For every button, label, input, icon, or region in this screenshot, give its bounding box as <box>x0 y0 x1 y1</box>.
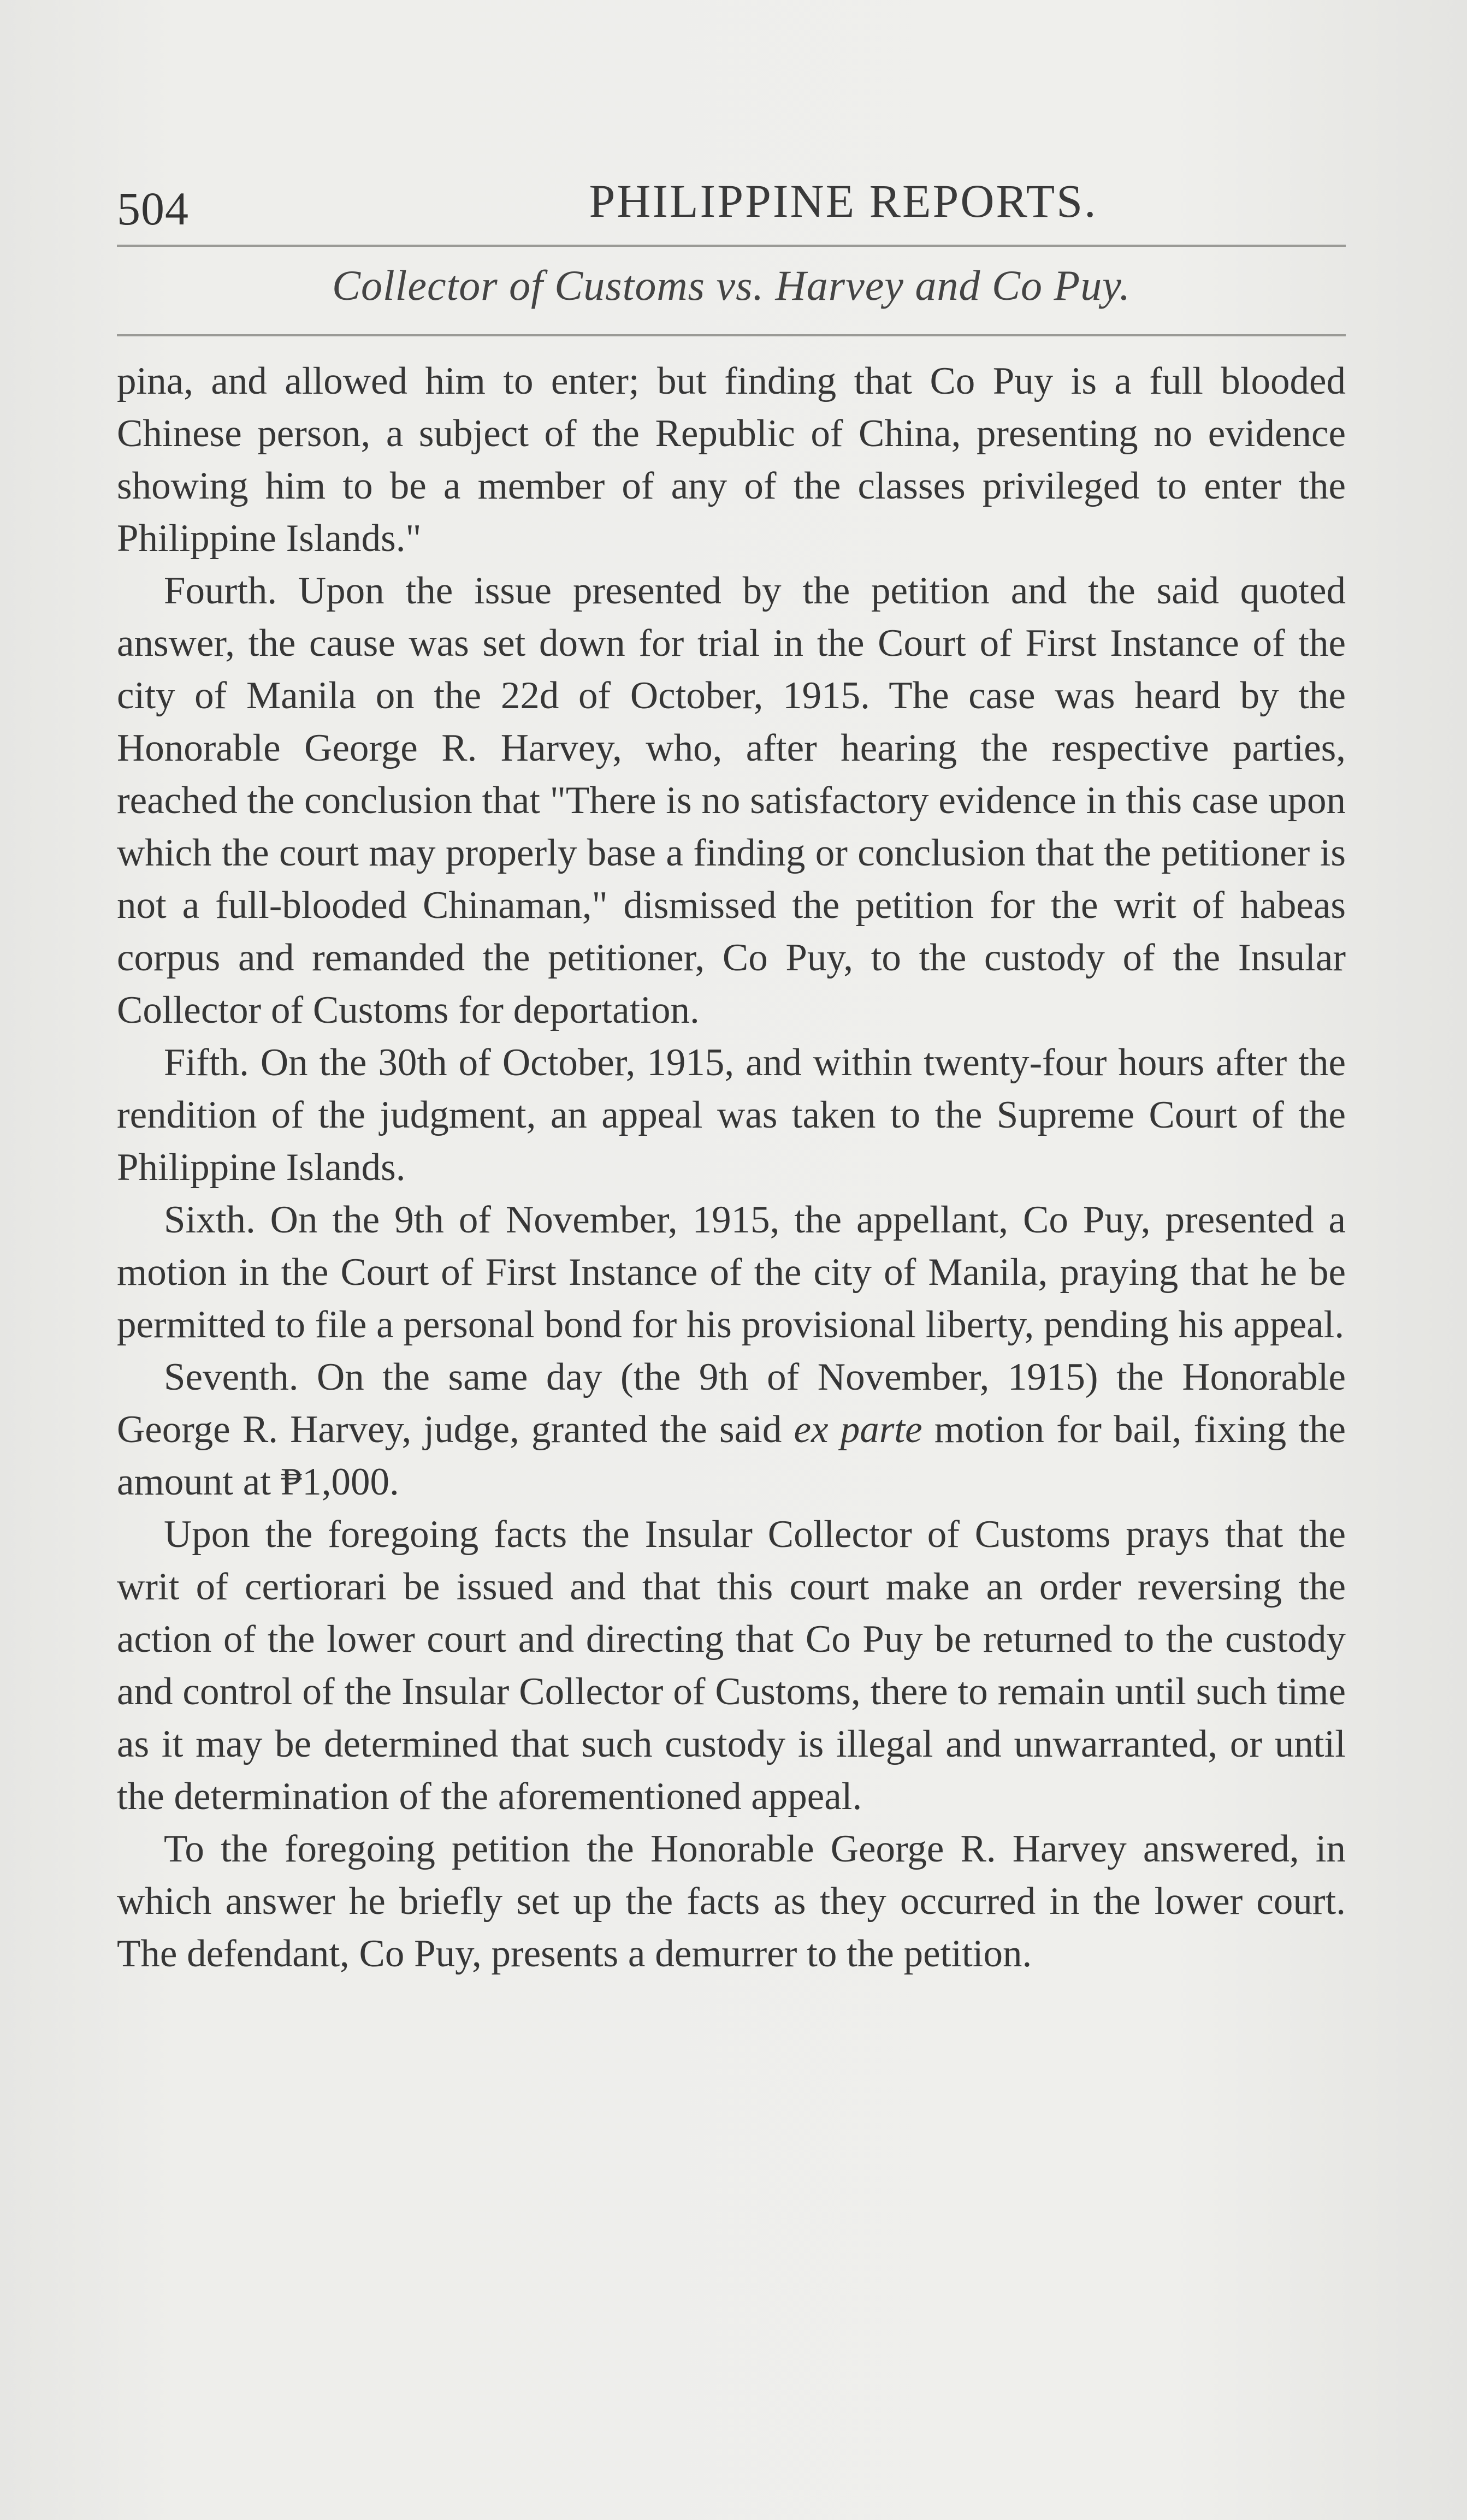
case-caption: Collector of Customs vs. Harvey and Co Puy. <box>332 262 1131 309</box>
paragraph-prayer: Upon the foregoing facts the Insular Collector of Customs prays that the writ of certiorari be issued and that this court make an order reversing the action of the lower court and directing that Co Puy be returned to the custody and control of the Insular Collector of Customs, there to remain until such time as it may be determined that such custody is illegal and unwarranted, or until the determination of the aforementioned appeal. <box>117 1513 1346 1818</box>
seventh-text-after: motion for bail, fixing the amount at ₱1,000. <box>117 1408 1346 1503</box>
paragraph-fourth: Fourth. Upon the issue presented by the petition and the said quoted answer, the cause was set down for trial in the Court of First Instance of the city of Manila on the 22d of October, 1915. The case was heard by the Honorable George R. Harvey, who, after hearing the respective parties, reached the conclusion that "There is no satisfactory evidence in this case upon which the court may properly base a finding or conclusion that the petitioner is not a full-blooded Chinaman," dismissed the petition for the writ of habeas corpus and remanded the petitioner, Co Puy, to the custody of the Insular Collector of Customs for deportation. <box>117 570 1346 1031</box>
paragraph-fifth: Fifth. On the 30th of October, 1915, and within twenty-four hours after the rendition of the judgment, an appeal was taken to the Supreme Court of the Philippine Islands. <box>117 1041 1346 1189</box>
seventh-text-before: Seventh. On the same day (the 9th of November, 1915) the Honorable George R. Harvey, judge, granted the said <box>117 1356 1346 1451</box>
header-rule-bottom <box>117 334 1346 336</box>
paragraph-seventh <box>117 1351 1346 1508</box>
body-text <box>117 355 1346 1980</box>
page-header <box>117 174 1346 239</box>
page-number: 504 <box>117 182 189 235</box>
paragraph-sixth: Sixth. On the 9th of November, 1915, the appellant, Co Puy, presented a motion in the Court of First Instance of the city of Manila, praying that he be permitted to file a personal bond for his provisional liberty, pending his appeal. <box>117 1199 1346 1346</box>
running-title: PHILIPPINE REPORTS. <box>589 175 1098 227</box>
header-rule-top <box>117 245 1346 247</box>
paragraph-continuation: pina, and allowed him to enter; but finding that Co Puy is a full blooded Chinese person, a subject of the Republic of China, presenting no evidence showing him to be a member of any of the classes privileged to enter the Philippine Islands." <box>117 360 1346 560</box>
ex-parte-term: ex parte <box>794 1408 922 1451</box>
paragraph-answer: To the foregoing petition the Honorable George R. Harvey answered, in which answer he briefly set up the facts as they occurred in the lower court. The defendant, Co Puy, presents a demurrer to the petition. <box>117 1828 1346 1975</box>
